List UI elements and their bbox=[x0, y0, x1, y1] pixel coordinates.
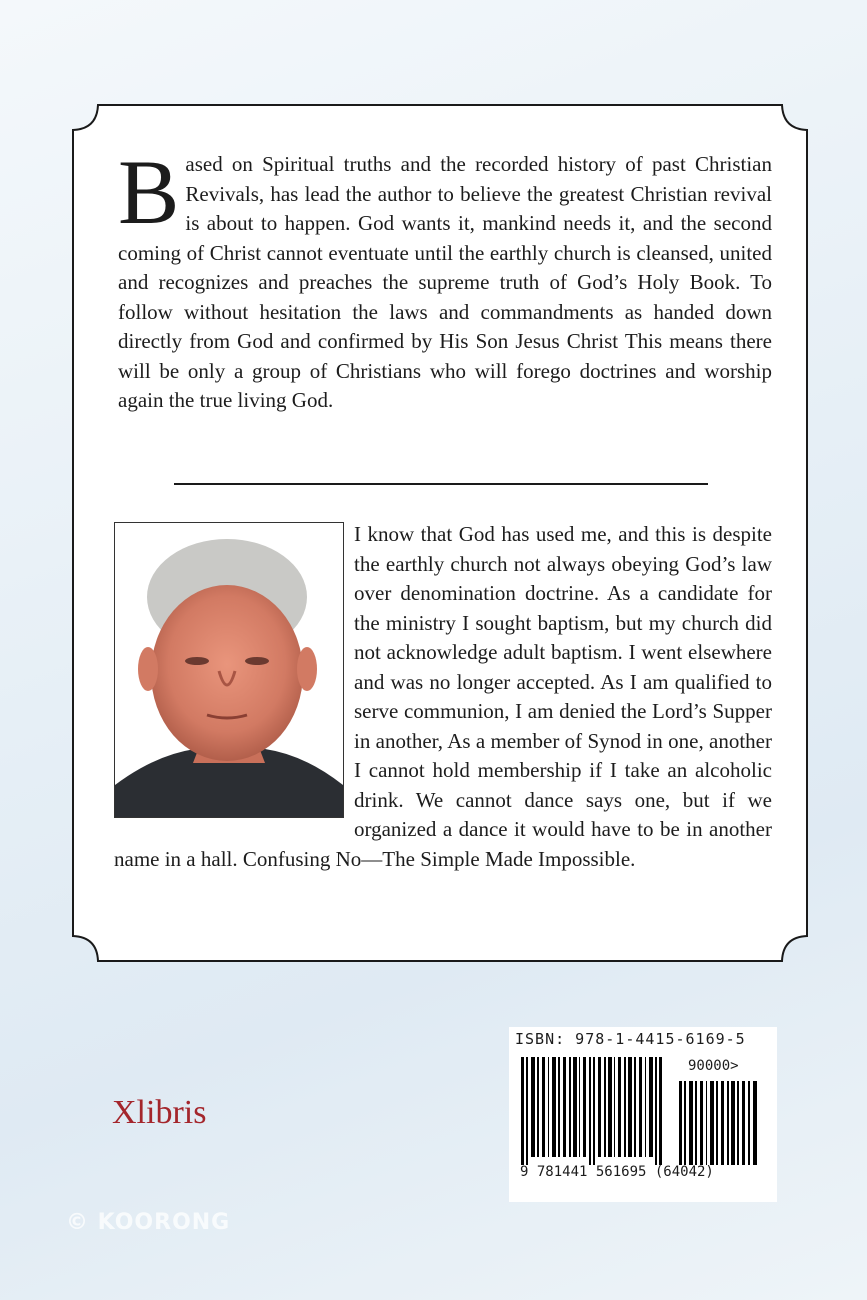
publisher-logo: Xlibris bbox=[112, 1094, 207, 1131]
author-photo bbox=[114, 522, 344, 818]
bio-text: I know that God has used me, and this is despite the earthly church not always obeying God’s law over denomination doctrine. As a candidate for the ministry I sought baptism, but my church did not acknowledge adult baptism. I went elsewhere and was no longer accepted. As I am qualified to serve communion, I am denied the Lord’s Supper in another, As a member of Synod in one, another I cannot hold membership if I take an alcoholic drink. We cannot dance says one, but if we organized a dance it would have to be in another name in a hall. Confusing No—The Simple Made Impossible. bbox=[114, 522, 772, 871]
isbn-label: ISBN: 978-1-4415-6169-5 bbox=[515, 1030, 746, 1048]
divider-rule bbox=[174, 483, 708, 485]
drop-cap: B bbox=[118, 141, 180, 243]
watermark: © KOORONG bbox=[66, 1210, 231, 1235]
blurb-paragraph bbox=[118, 141, 772, 416]
blurb-text: ased on Spiritual truths and the recorded history of past Christian Revivals, has lead the author to believe the greatest Christian revival is about to happen. God wants it, mankind needs it, and the second coming of Christ cannot eventuate until the earthly church is cleansed, united and recognizes and preaches the supreme truth of God’s Holy Book. To follow without hesitation the laws and commandments as handed down directly from God and confirmed by His Son Jesus Christ This means there will be only a group of Christians who will forego doctrines and worship again the true living God. bbox=[118, 152, 772, 412]
price-code: 90000> bbox=[688, 1058, 739, 1074]
barcode-digits: 9 781441 561695 (64042) bbox=[520, 1164, 714, 1180]
